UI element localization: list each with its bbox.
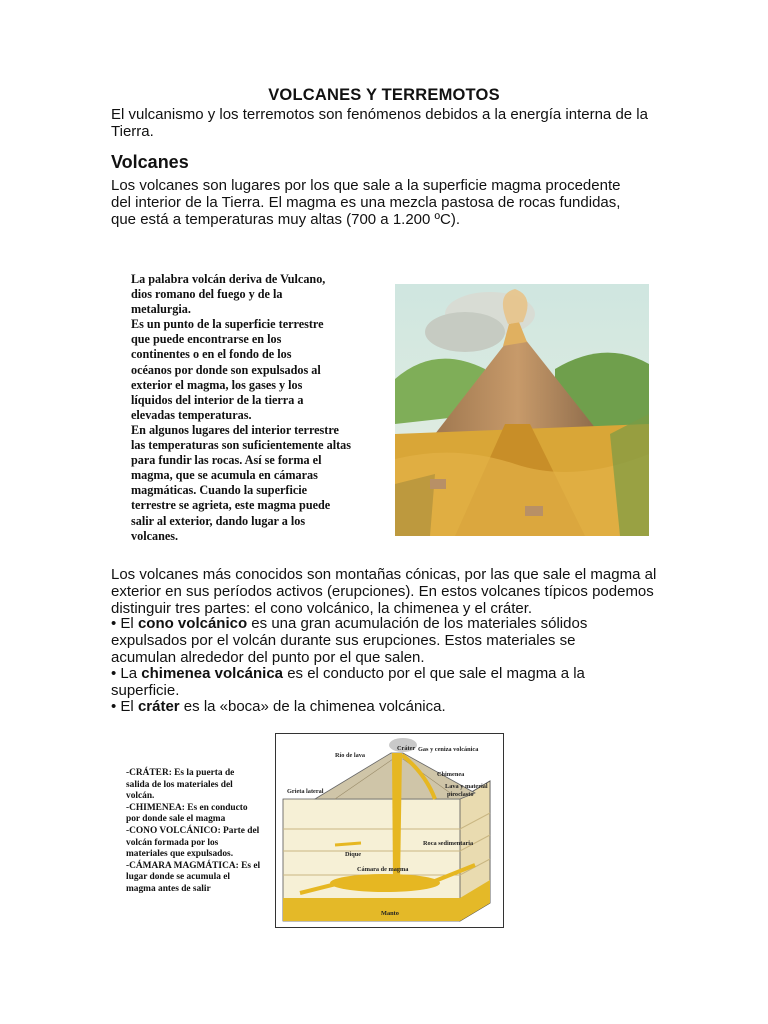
bullet-text: es una gran acumulación de los materiales sólidos expulsados por el volcán durante sus erupciones. Estos materiales se acumulan alrededor del punto por el que salen.: [111, 615, 588, 666]
figure1-caption: [131, 272, 381, 544]
diagram-label: Roca sedimentaria: [423, 840, 474, 847]
diagram-label: Grieta lateral: [287, 788, 324, 795]
bullet-text: es la «boca» de la chimenea volcánica.: [179, 698, 446, 715]
caption-line: magma antes de salir: [126, 883, 211, 894]
caption-line: elevadas temperaturas.: [131, 407, 252, 422]
volcanes-paragraph: Los volcanes son lugares por los que sale a la superficie magma procedente del interior de la Tierra. El magma es una mezcla pastosa de rocas fundidas, que está a temperaturas muy altas (700 a 1.200 ºC).: [111, 177, 621, 228]
diagram-label: Lava y material: [445, 783, 488, 790]
caption-line: que puede encontrarse en los: [131, 332, 282, 347]
caption-line: magmáticas. Cuando la superficie: [131, 483, 308, 498]
caption-line: líquidos del interior de la tierra a: [131, 392, 304, 407]
caption-line: para fundir las rocas. Así se forma el: [131, 453, 322, 468]
caption-line: -CONO VOLCÁNICO: Parte del: [126, 825, 260, 836]
caption-line: lugar donde se acumula el: [126, 872, 231, 883]
conical-paragraph: Los volcanes más conocidos son montañas cónicas, por las que sale el magma al exterior en sus períodos activos (erupciones). En estos volcanes típicos podemos distinguir tres partes: el cono volcánico, la chimenea y el cráter.: [111, 566, 657, 617]
caption-line: volcanes.: [131, 528, 179, 543]
bullet-term: cráter: [137, 698, 180, 715]
diagram-label: Dique: [345, 851, 362, 858]
intro-paragraph: El vulcanismo y los terremotos son fenómenos debidos a la energía interna de la Tierra.: [111, 106, 648, 140]
figure2-caption: [126, 768, 276, 896]
diagram-label: piroclasto: [447, 791, 474, 798]
bullet-term: chimenea volcánica: [141, 665, 284, 682]
bullet-text: es el conducto por el que sale el magma a la superficie.: [111, 665, 585, 699]
volcano-cross-section-diagram: [275, 733, 504, 928]
diagram-label: Río de lava: [335, 752, 366, 759]
bullet-term: cono volcánico: [137, 615, 248, 632]
bullet-cono: [111, 615, 641, 666]
caption-line: salida de los materiales del: [126, 779, 233, 790]
bullet-prefix: • El: [111, 698, 138, 715]
caption-line: metalurgia.: [131, 302, 191, 317]
caption-line: terrestre se agrieta, este magma puede: [131, 498, 331, 513]
diagram-label: Gas y ceniza volcánica: [418, 746, 479, 753]
page-title: VOLCANES Y TERREMOTOS: [268, 86, 500, 104]
caption-line: volcán formada por los: [126, 837, 219, 848]
caption-line: La palabra volcán deriva de Vulcano,: [131, 272, 326, 286]
caption-line: -CÁMARA MAGMÁTICA: Es el: [126, 860, 261, 871]
caption-line: -CRÁTER: Es la puerta de: [126, 768, 235, 778]
bullet-chimenea: [111, 665, 611, 699]
caption-line: dios romano del fuego y de la: [131, 287, 283, 302]
bullet-crater: [111, 698, 656, 715]
section-heading-volcanes: Volcanes: [111, 152, 189, 172]
caption-line: magma, que se acumula en cámaras: [131, 468, 318, 483]
caption-line: continentes o en el fondo de los: [131, 347, 292, 362]
diagram-label: Manto: [381, 910, 399, 917]
caption-line: materiales que expulsados.: [126, 849, 234, 860]
bullet-prefix: • La: [111, 665, 142, 682]
diagram-label: Cráter: [397, 745, 416, 752]
caption-line: Es un punto de la superficie terrestre: [131, 317, 324, 332]
diagram-label: Chimenea: [437, 771, 465, 778]
diagram-label: Cámara de magma: [357, 866, 409, 873]
caption-line: las temperaturas son suficientemente altas: [131, 438, 352, 453]
caption-line: océanos por donde son expulsados al: [131, 362, 321, 377]
caption-line: volcán.: [126, 791, 155, 802]
caption-line: por donde sale el magma: [126, 814, 226, 825]
volcano-illustration: [395, 284, 649, 536]
caption-line: En algunos lugares del interior terrestre: [131, 422, 339, 437]
caption-line: exterior el magma, los gases y los: [131, 377, 303, 392]
bullet-prefix: • El: [111, 615, 138, 632]
caption-line: -CHIMENEA: Es en conducto: [126, 802, 248, 813]
caption-line: salir al exterior, dando lugar a los: [131, 513, 306, 528]
